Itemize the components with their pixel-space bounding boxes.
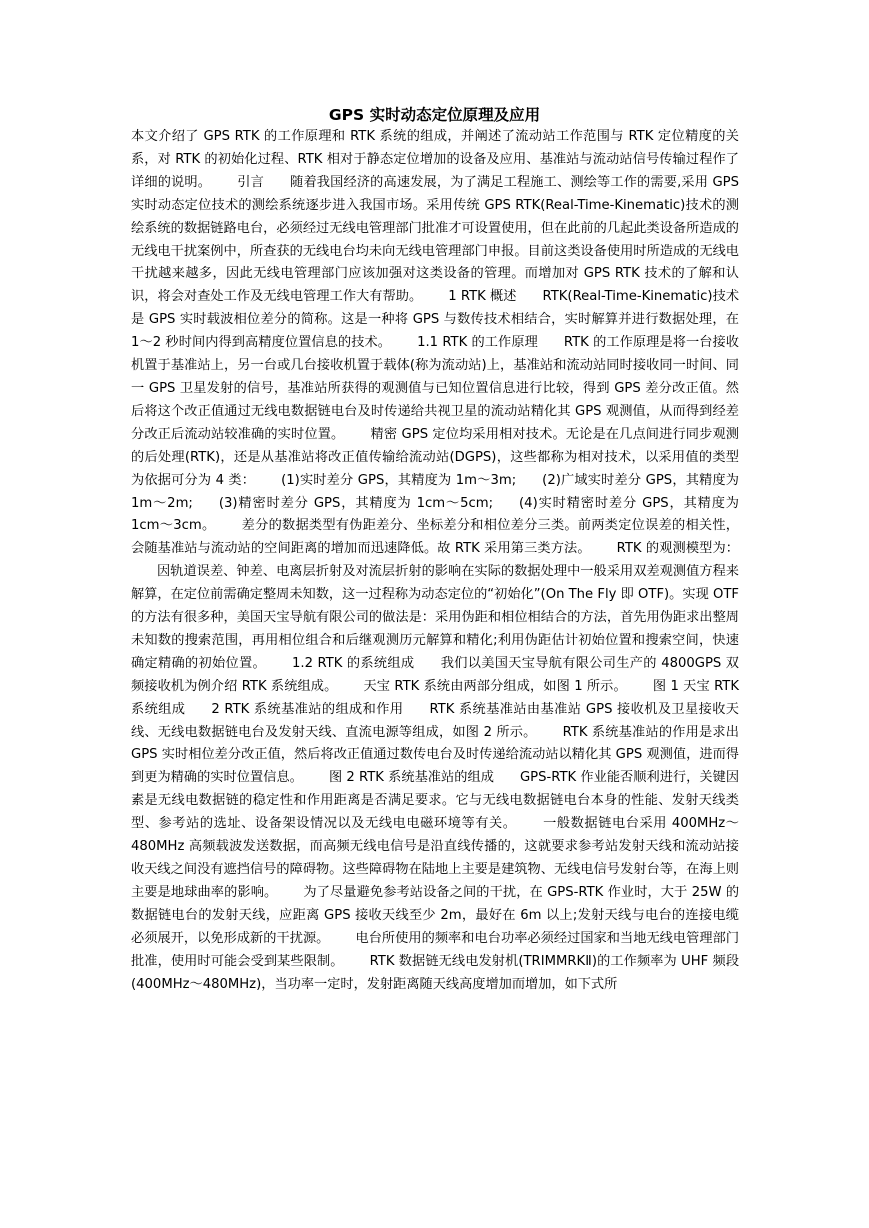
text-segment: RTK(Real-Time-Kinematic)技术是 GPS 实时载波相位差分的简称。这是一种将 GPS 与数传技术相结合，实时解算并进行数据处理，在 1～2 秒时间内得到高精度位置信息的技术。 [131,289,740,351]
text-segment: 电台所使用的频率和电台功率必须经过国家和当地无线电管理部门批准，使用时可能会受到某些限制。 [131,930,740,969]
text-segment: RTK 的工作原理是将一台接收机置于基准站上，另一台或几台接收机置于载体(称为流动站)上，基准站和流动站同时接收同一时间、同一 GPS 卫星发射的信号，基准站所获得的观测值与已知位置信息进行比较，得到 GPS 差分改正值。然后将这个改正值通过无线电数据链电台及时传递给共视卫星的流动站精化其 GPS 观测值，从而得到经差分改正后流动站较准确的实时位置。 [131,335,739,442]
text-segment: RTK 系统基准站的作用是求出 GPS 实时相位差分改正值，然后将改正值通过数传电台及时传递给流动站以精化其 GPS 观测值，进而得到更为精确的实时位置信息。 [131,724,739,786]
text-segment: (3)精密时差分 GPS，其精度为 1cm～5cm; [218,495,494,511]
text-segment: RTK 系统基准站由基准站 GPS 接收机及卫星接收天线、无线电数据链电台及发射天线、直流电源等组成，如图 2 所示。 [131,701,739,740]
text-segment: 本文介绍了 GPS RTK 的工作原理和 RTK 系统的组成，并阐述了流动站工作范围与 RTK 定位精度的关系，对 RTK 的初始化过程、RTK 相对于静态定位增加的设备及应用、基准站与流动站信号传输过程作了详细的说明。 [131,129,739,190]
document-title: GPS 实时动态定位原理及应用 [328,106,541,124]
text-segment: 1.1 RTK 的工作原理 [417,335,538,351]
text-segment: 引言 [237,174,264,190]
document-body [131,126,739,996]
text-segment: 随着我国经济的高速发展，为了满足工程施工、测绘等工作的需要,采用 GPS 实时动态定位技术的测绘系统逐步进入我国市场。采用传统 GPS RTK(Real-Time-Kinematic)技术的测绘系统的数据链路电台，必须经过无线电管理部门批准才可设置使用，但在此前的几起此类设备所造成的无线电干扰案例中，所查获的无线电台均未向无线电管理部门申报。目前这类设备使用时所造成的无线电干扰越来越多，因此无线电管理部门应该加强对这类设备的管理。而增加对 GPS RTK 技术的了解和认识，将会对查处工作及无线电管理工作大有帮助。 [131,174,740,305]
text-segment: 2 RTK 系统基准站的组成和作用 [211,701,404,717]
text-segment: 1.2 RTK 的系统组成 [292,655,415,671]
text-segment: 精密 GPS 定位均采用相对技术。无论是在几点间进行同步观测的后处理(RTK)，还是从基准站将改正值传输给流动站(DGPS)，这些都称为相对技术，以采用值的类型为依据可分为 4 类： [131,426,739,488]
text-segment: 因轨道误差、钟差、电离层折射及对流层折射的影响在实际的数据处理中一般采用双差观测值方程来解算，在定位前需确定整周未知数，这一过程称为动态定位的“初始化”(On The Fly 即 OTF)。实现 OTF 的方法有很多种，美国天宝导航有限公司的做法是：采用伪距和相位相结合的方法，首先用伪距求出整周未知数的搜索范围，再用相位组合和后继观测历元解算和精化;利用伪距估计初始位置和搜索空间，快速确定精确的初始位置。 [131,564,739,671]
text-segment: 差分的数据类型有伪距差分、坐标差分和相位差分三类。前两类定位误差的相关性，会随基准站与流动站的空间距离的增加而迅速降低。故 RTK 采用第三类方法。 [131,518,739,557]
text-segment: 我们以美国天宝导航有限公司生产的 4800GPS 双频接收机为例介绍 RTK 系统组成。 [131,655,739,694]
text-segment: 为了尽量避免参考站设备之间的干扰，在 GPS-RTK 作业时，大于 25W 的数据链电台的发射天线，应距离 GPS 接收天线至少 2m，最好在 6m 以上;发射天线与电台的连接电缆必须展开，以免形成新的干扰源。 [131,884,740,946]
text-segment: 1 RTK 概述 [448,289,517,305]
text-segment: 天宝 RTK 系统由两部分组成，如图 1 所示。 [363,678,627,694]
text-segment: (4)实时精密时差分 GPS，其精度为 1cm～3cm。 [131,495,739,534]
text-segment: 图 2 RTK 系统基准站的组成 [328,770,494,786]
text-segment: RTK 的观测模型为： [616,541,739,557]
text-segment: GPS-RTK 作业能否顺利进行，关键因素是无线电数据链的稳定性和作用距离是否满足要求。它与无线电数据链电台本身的性能、发射天线类型、参考站的选址、设备架设情况以及无线电电磁环境等有关。 [131,770,740,832]
text-segment: RTK 数据链无线电发射机(TRIMMRKⅡ)的工作频率为 UHF 频段(400MHz～480MHz)，当功率一定时，发射距离随天线高度增加而增加，如下式所 [131,953,740,992]
text-segment: 图 1 天宝 RTK 系统组成 [131,678,739,717]
text-segment: 一般数据链电台采用 400MHz～480MHz 高频载波发送数据，而高频无线电信号是沿直线传播的，这就要求参考站发射天线和流动站接收天线之间没有遮挡信号的障碍物。这些障碍物在陆地上主要是建筑物、无线电信号发射台等，在海上则主要是地球曲率的影响。 [131,816,739,900]
text-segment: (1)实时差分 GPS，其精度为 1m～3m; [281,472,517,488]
text-segment: (2)广域实时差分 GPS，其精度为 1m～2m; [131,472,739,511]
